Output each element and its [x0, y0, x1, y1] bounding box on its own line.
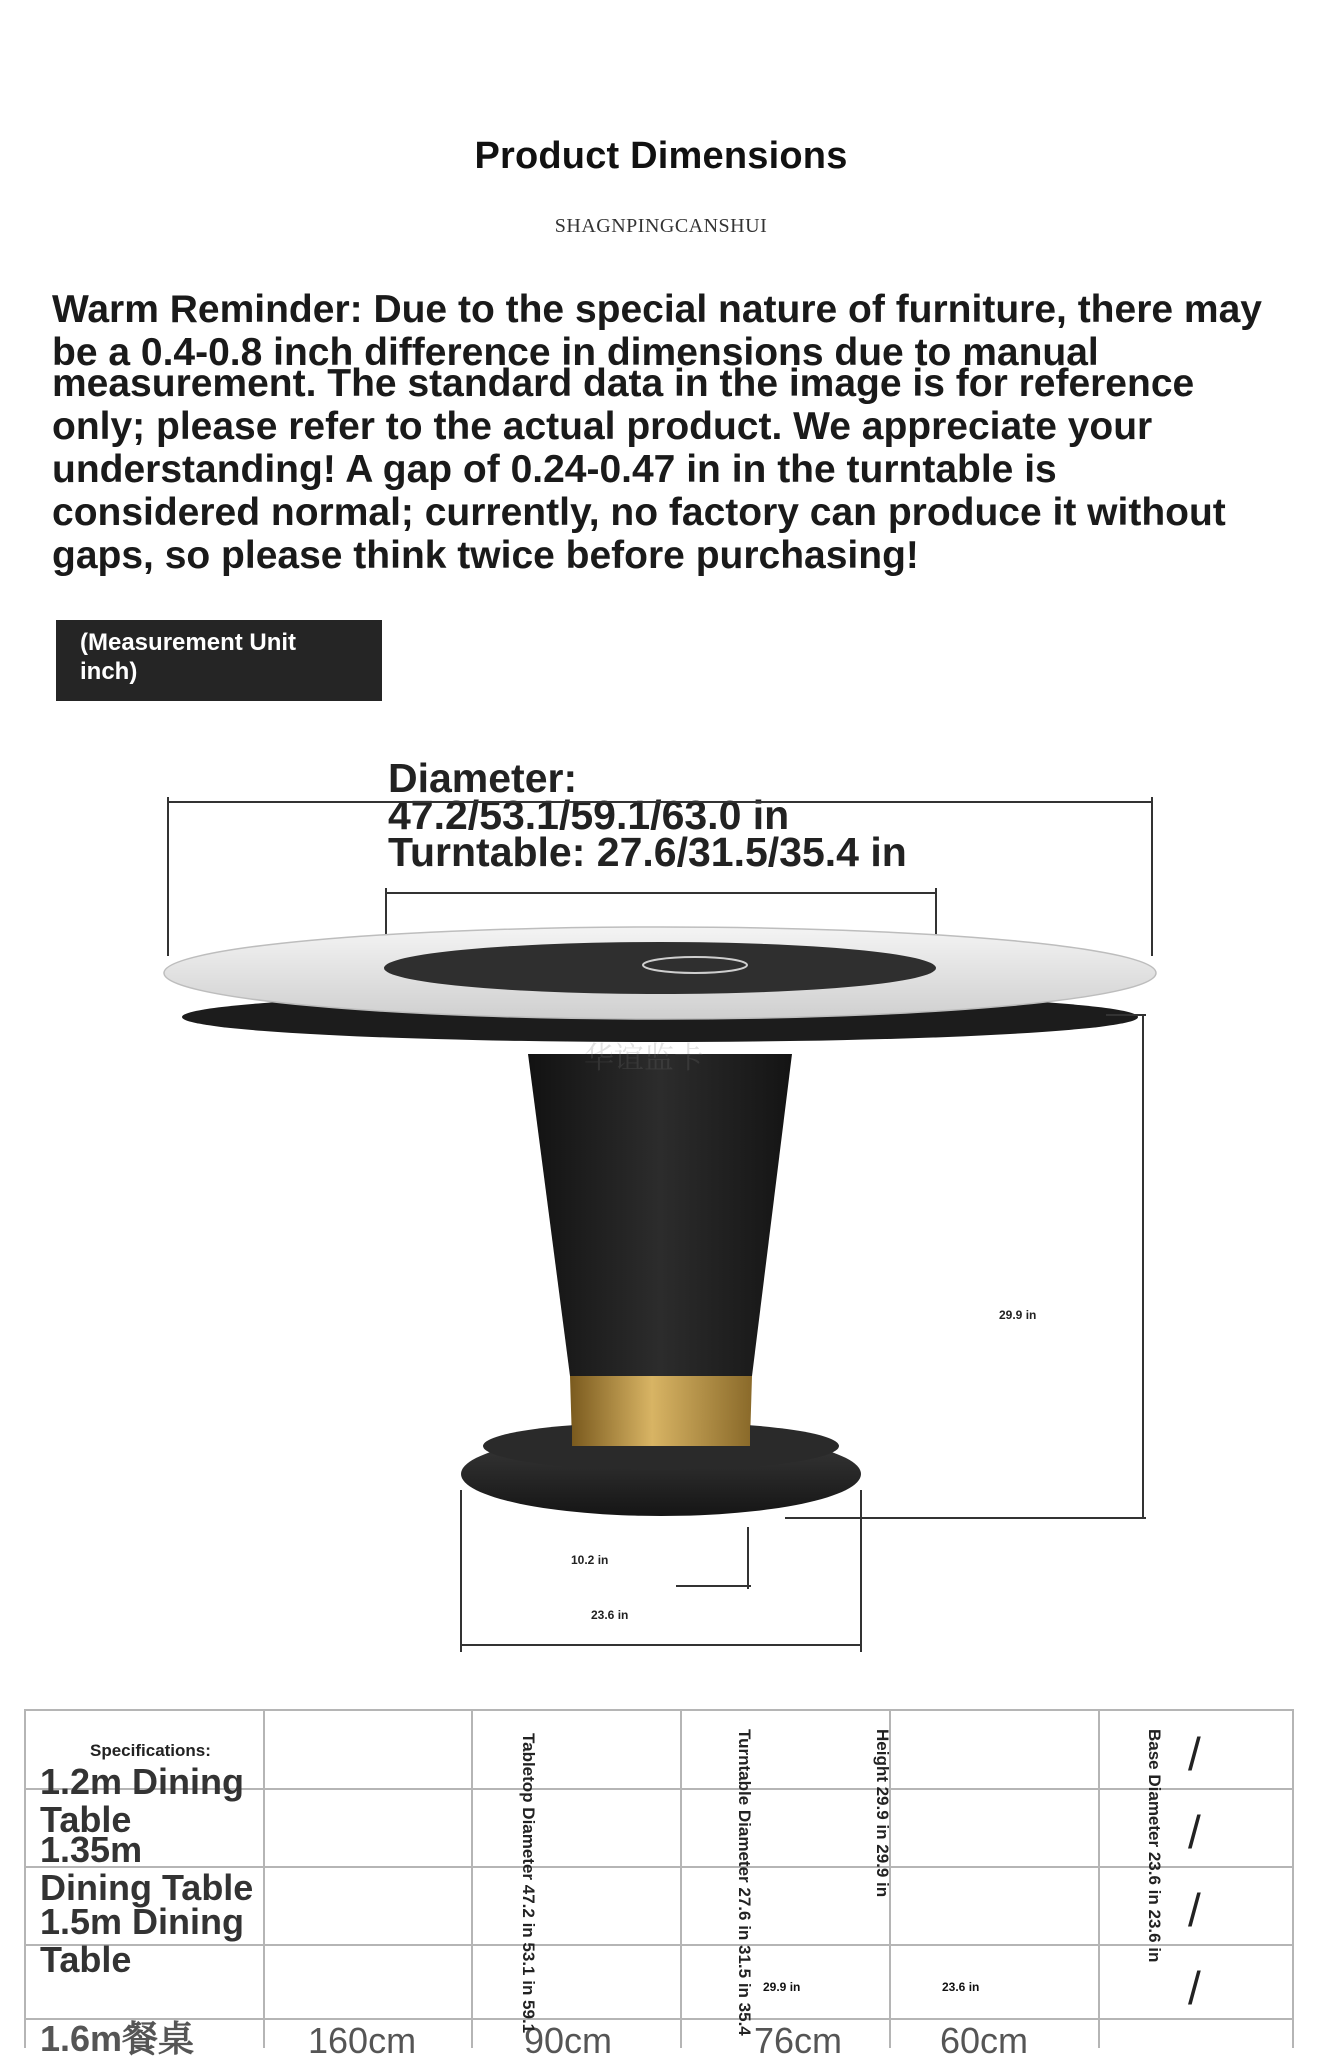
measurement-unit-badge: [56, 620, 382, 701]
table-leg: [528, 1054, 792, 1376]
base-diameter-label: 23.6 in: [591, 1608, 629, 1622]
unit-line: inch): [80, 658, 138, 685]
row-name: 1.5m Dining Table: [40, 1901, 245, 1980]
spec-row-names: [40, 1763, 260, 1979]
row-name: 1.6m餐桌: [40, 2018, 195, 2059]
page-title: Product Dimensions: [474, 135, 848, 177]
row-name: 1.35m Dining Table: [40, 1829, 254, 1908]
reminder-line: measurement. The standard data in the image is for reference: [52, 362, 1195, 405]
col-base: Base Diameter 23.6 in 23.6 in: [1145, 1729, 1164, 1963]
col-tabletop: Tabletop Diameter 47.2 in 53.1 in 59.1: [519, 1733, 538, 2034]
turntable-label: Turntable: 27.6/31.5/35.4 in: [388, 829, 907, 875]
cell-value: 90cm: [524, 2020, 613, 2061]
cell-height-small: 29.9 in: [763, 1980, 801, 1994]
reminder-line: only; please refer to the actual product. We appreciate your: [52, 405, 1153, 448]
page-subtitle: SHAGNPINGCANSHUI: [554, 215, 768, 237]
diameter-values: 47.2/53.1/59.1/63.0 in: [388, 792, 790, 838]
cell-base-small: 23.6 in: [942, 1980, 980, 1994]
unit-line: (Measurement Unit: [80, 629, 297, 656]
height-dimension-line: [785, 1015, 1146, 1518]
spec-table: [24, 1709, 1294, 2061]
height-label: 29.9 in: [999, 1308, 1037, 1322]
slash-mark: /: [1188, 1884, 1201, 1936]
col-height: Height 29.9 in 29.9 in: [873, 1729, 892, 1898]
warm-reminder: [52, 288, 1282, 577]
spec-header: Specifications:: [90, 1741, 211, 1760]
cell-value: 60cm: [940, 2020, 1029, 2061]
row-name: 1.2m Dining Table: [40, 1761, 245, 1840]
watermark-text: 华谊监卡: [584, 1041, 704, 1076]
reminder-line: Warm Reminder: Due to the special nature of furniture, there may: [52, 288, 1262, 331]
slash-mark: /: [1188, 1728, 1201, 1780]
measurement-unit-label: [80, 628, 340, 686]
turntable: [384, 942, 936, 994]
reminder-line: gaps, so please think twice before purchasing!: [52, 534, 919, 577]
slash-mark: /: [1188, 1962, 1201, 2014]
reminder-line: be a 0.4-0.8 inch difference in dimensions due to manual: [52, 331, 1099, 374]
reminder-line: considered normal; currently, no factory can produce it without: [52, 491, 1226, 534]
reminder-line: understanding! A gap of 0.24-0.47 in in the turntable is: [52, 448, 1057, 491]
inner-base-label: 10.2 in: [571, 1553, 609, 1567]
cell-value: 160cm: [308, 2020, 417, 2061]
slash-mark: /: [1188, 1806, 1201, 1858]
col-turntable: Turntable Diameter 27.6 in 31.5 in 35.4: [735, 1729, 754, 2036]
diameter-label: Diameter:: [388, 755, 578, 801]
dining-table-illustration: [0, 780, 1322, 1660]
cell-value: 76cm: [754, 2020, 843, 2061]
